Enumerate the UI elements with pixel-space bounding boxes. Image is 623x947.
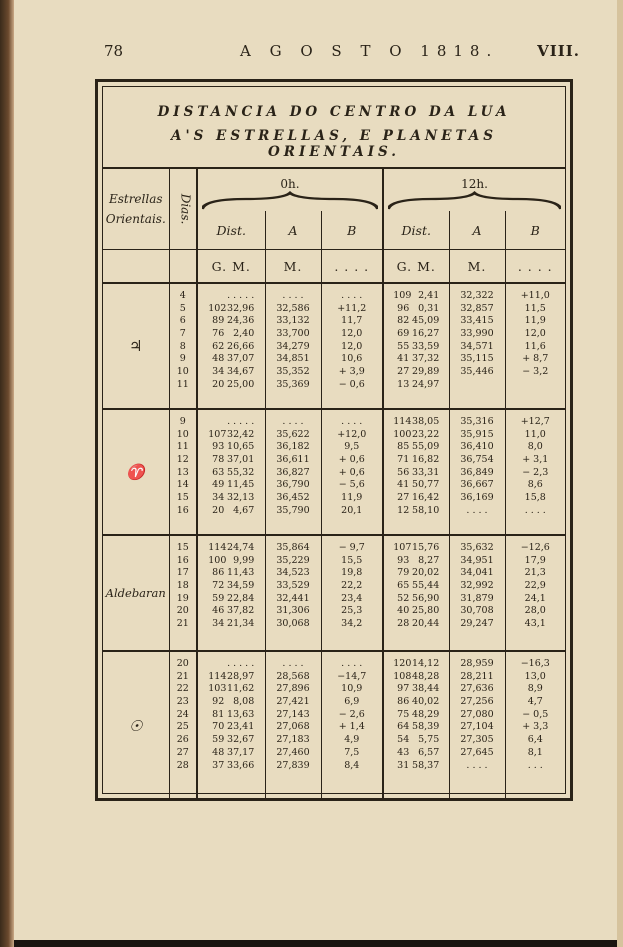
star-name: Aldebaran — [103, 535, 169, 651]
table-value: . . . . — [466, 759, 488, 771]
table-value: 4,7 — [527, 696, 543, 708]
table-value: 11,6 — [524, 340, 546, 352]
table-value: + 3,1 — [522, 454, 549, 466]
distance-value: 70 23,41 — [212, 721, 255, 733]
distance-value: 109 2,41 — [393, 290, 440, 301]
distance-value: 43 6,57 — [397, 746, 440, 758]
table-value: 34,041 — [460, 567, 494, 579]
table-value: 28,0 — [524, 605, 546, 617]
table-value: 32,586 — [276, 302, 310, 314]
a-12h-column — [449, 283, 505, 409]
table-value: −14,7 — [337, 670, 367, 682]
day-value: 9 — [179, 353, 186, 365]
distance-value: 10715,76 — [393, 542, 440, 553]
table-value: 31,306 — [276, 605, 310, 617]
distance-value: 78 37,01 — [212, 454, 255, 466]
b-0h-column — [321, 283, 383, 409]
distance-value: 97 38,44 — [397, 683, 440, 695]
unit-dots-0h: . . . . — [321, 250, 383, 284]
table-value: +12,7 — [520, 416, 550, 427]
table-inner-border — [102, 86, 566, 794]
table-title-line2: A'S ESTRELLAS, E PLANETAS ORIENTAIS. — [170, 128, 498, 160]
day-value: 25 — [176, 721, 189, 733]
table-value: 28,959 — [460, 658, 494, 669]
day-value: 6 — [179, 315, 186, 327]
table-value: 36,790 — [276, 479, 310, 491]
table-value: 10,9 — [341, 683, 363, 695]
table-value: 36,754 — [460, 454, 494, 466]
distance-value: 100 9,99 — [208, 554, 255, 566]
distance-value: 41 37,32 — [397, 353, 440, 365]
col-a-0h: A — [265, 211, 321, 250]
unit-m-12h: M. — [449, 250, 505, 284]
distance-value: 28 20,44 — [397, 618, 440, 630]
table-value: − 2,3 — [522, 466, 549, 478]
distance-value: 37 33,66 — [212, 759, 255, 771]
distance-value: 63 55,32 — [212, 466, 255, 478]
distance-value: 46 37,82 — [212, 605, 255, 617]
distance-value: 86 11,43 — [212, 567, 255, 579]
distance-value: 13 24,97 — [397, 378, 440, 390]
table-value: +12,0 — [337, 428, 367, 440]
distance-value: 75 48,29 — [397, 708, 440, 720]
day-value: 15 — [176, 492, 189, 504]
star-group-row — [103, 409, 565, 535]
table-value: + 3,3 — [522, 721, 549, 733]
table-value: 27,421 — [276, 696, 310, 708]
table-value: 27,839 — [276, 759, 310, 771]
table-value: 19,8 — [341, 567, 363, 579]
distance-value: 54 5,75 — [397, 734, 440, 746]
table-value: 22,2 — [341, 580, 363, 592]
table-value: 27,645 — [460, 746, 494, 758]
table-value: 11,7 — [341, 315, 363, 327]
a-12h-column — [449, 535, 505, 651]
table-value: 9,5 — [344, 441, 360, 453]
b-12h-column — [505, 409, 565, 535]
distance-value: . . . . . — [227, 290, 255, 301]
unit-dots-12h: . . . . — [505, 250, 565, 284]
table-value: 27,305 — [460, 734, 494, 746]
section-number: VIII. — [537, 42, 580, 60]
table-value: . . . — [527, 759, 543, 771]
dist-12h-column — [383, 535, 449, 651]
day-value: 11 — [176, 441, 189, 453]
table-value: 21,3 — [524, 567, 546, 579]
table-value: + 8,7 — [522, 353, 549, 365]
day-value: 27 — [176, 746, 189, 758]
table-value: 35,632 — [460, 542, 494, 553]
day-value: 8 — [179, 340, 186, 352]
dist-0h-column — [197, 283, 265, 409]
day-column — [169, 535, 197, 651]
table-value: 27,143 — [276, 708, 310, 720]
unit-gm-0h: G. M. — [197, 250, 265, 284]
table-value: 17,9 — [524, 554, 546, 566]
table-value — [450, 379, 505, 392]
running-header — [90, 42, 580, 66]
distance-value: 12014,12 — [393, 658, 440, 669]
distance-value: 20 4,67 — [212, 504, 255, 516]
table-value: 8,1 — [527, 746, 543, 758]
unit-m-0h: M. — [265, 250, 321, 284]
day-value: 26 — [176, 734, 189, 746]
star-group-row — [103, 651, 565, 799]
table-value: − 0,5 — [522, 708, 549, 720]
a-12h-column — [449, 651, 505, 799]
table-value: 36,410 — [460, 441, 494, 453]
table-value: 27,636 — [460, 683, 494, 695]
day-column — [169, 409, 197, 535]
day-value: 18 — [176, 580, 189, 592]
day-value: 4 — [179, 290, 186, 301]
distance-value: 64 58,39 — [397, 721, 440, 733]
day-value: 19 — [176, 592, 189, 604]
distance-value: 96 0,31 — [397, 302, 440, 314]
table-value: − 0,6 — [338, 378, 365, 390]
table-value: 33,990 — [460, 328, 494, 340]
distance-value: 34 34,67 — [212, 366, 255, 378]
column-header-days: Dias. — [169, 168, 197, 250]
column-header-0h: 0h. — [197, 168, 383, 191]
star-name: ☉ — [103, 651, 169, 799]
distance-value: 31 58,37 — [397, 759, 440, 771]
table-value: 13,0 — [524, 670, 546, 682]
dist-12h-column — [383, 283, 449, 409]
table-value: . . . . — [524, 504, 546, 516]
table-value: −16,3 — [520, 658, 550, 669]
dist-0h-column — [197, 409, 265, 535]
day-value: 24 — [176, 708, 189, 720]
brace-0h — [197, 191, 383, 211]
table-value: 7,5 — [344, 746, 360, 758]
page-number: 78 — [104, 42, 124, 60]
a-12h-column — [449, 409, 505, 535]
col-b-0h: B — [321, 211, 383, 250]
table-value: . . . . — [282, 290, 304, 301]
table-value: . . . . — [341, 290, 363, 301]
table-value: 6,4 — [527, 734, 543, 746]
distance-value: 12 58,10 — [397, 504, 440, 516]
star-name: ♃ — [103, 283, 169, 409]
table-value: 27,080 — [460, 708, 494, 720]
table-value: 36,182 — [276, 441, 310, 453]
table-value: 33,529 — [276, 580, 310, 592]
col-a-12h: A — [449, 211, 505, 250]
a-0h-column — [265, 283, 321, 409]
distance-value: 49 11,45 — [212, 479, 255, 491]
table-value: −12,6 — [520, 542, 550, 553]
table-value: 27,256 — [460, 696, 494, 708]
table-value: 8,9 — [527, 683, 543, 695]
day-value: 10 — [176, 366, 189, 378]
table-value: . . . . — [341, 658, 363, 669]
table-value: 35,352 — [276, 366, 310, 378]
b-12h-column — [505, 283, 565, 409]
star-group-row — [103, 283, 565, 409]
table-value: 8,4 — [344, 759, 360, 771]
table-value: 34,523 — [276, 567, 310, 579]
table-value: 22,9 — [524, 580, 546, 592]
dist-0h-column — [197, 651, 265, 799]
table-value: 10,6 — [341, 353, 363, 365]
distance-value: 85 55,09 — [397, 441, 440, 453]
distance-value: 92 8,08 — [212, 696, 255, 708]
col-b-12h: B — [505, 211, 565, 250]
brace-12h — [383, 191, 565, 211]
table-value: 15,8 — [524, 492, 546, 504]
day-value: 22 — [176, 683, 189, 695]
table-value: 27,068 — [276, 721, 310, 733]
day-value: 15 — [176, 542, 189, 553]
table-value: 27,896 — [276, 683, 310, 695]
b-0h-column — [321, 409, 383, 535]
distance-value: 62 26,66 — [212, 340, 255, 352]
star-group-row — [103, 535, 565, 651]
table-value: 11,9 — [341, 492, 363, 504]
dist-12h-column — [383, 651, 449, 799]
table-value: 34,2 — [341, 618, 363, 630]
distance-value: 93 8,27 — [397, 554, 440, 566]
table-title-line1: DISTANCIA DO CENTRO DA LUA — [157, 104, 511, 120]
table-value: 36,611 — [276, 454, 310, 466]
table-value: 4,9 — [344, 734, 360, 746]
table-value: + 0,6 — [338, 454, 365, 466]
table-value: 28,568 — [276, 670, 310, 682]
day-value: 20 — [176, 605, 189, 617]
distance-value: 71 16,82 — [397, 454, 440, 466]
table-value: 12,0 — [341, 328, 363, 340]
distance-value: 79 20,02 — [397, 567, 440, 579]
table-value: +11,2 — [337, 302, 367, 314]
table-value: 30,068 — [276, 618, 310, 630]
day-value: 28 — [176, 759, 189, 771]
day-value: 16 — [176, 554, 189, 566]
col-dist-12h: Dist. — [383, 211, 449, 250]
running-title: A G O S T O 1818. — [240, 42, 499, 60]
dist-12h-column — [383, 409, 449, 535]
distance-value: . . . . . — [227, 658, 255, 669]
table-value: 8,0 — [527, 441, 543, 453]
table-value: 11,5 — [524, 302, 546, 314]
distance-value: 82 45,09 — [397, 315, 440, 327]
table-value: 35,622 — [276, 428, 310, 440]
table-value: 29,247 — [460, 618, 494, 630]
table-value: . . . . — [341, 416, 363, 427]
day-value: 10 — [176, 428, 189, 440]
distance-value: 10023,22 — [393, 428, 440, 440]
column-header-stars: Estrellas Orientais. — [103, 168, 169, 250]
distance-value: 27 29,89 — [397, 366, 440, 378]
table-value: 32,992 — [460, 580, 494, 592]
distance-value: 34 32,13 — [212, 492, 255, 504]
ephemeris-table — [103, 167, 565, 799]
table-value: + 3,9 — [338, 366, 365, 378]
day-value: 13 — [176, 466, 189, 478]
table-value: + 0,6 — [338, 466, 365, 478]
day-column — [169, 283, 197, 409]
table-value: 12,0 — [524, 328, 546, 340]
a-0h-column — [265, 651, 321, 799]
distance-value: 69 16,27 — [397, 328, 440, 340]
table-value: 33,415 — [460, 315, 494, 327]
table-value: − 2,6 — [338, 708, 365, 720]
distance-value: 34 21,34 — [212, 618, 255, 630]
table-value: 36,169 — [460, 492, 494, 504]
day-value: 16 — [176, 504, 189, 516]
table-value: 35,864 — [276, 542, 310, 553]
table-value: 34,571 — [460, 340, 494, 352]
table-value: 35,316 — [460, 416, 494, 427]
distance-value: 10848,28 — [393, 670, 440, 682]
table-value: 20,1 — [341, 504, 363, 516]
distance-value: 86 40,02 — [397, 696, 440, 708]
column-header-12h: 12h. — [383, 168, 565, 191]
table-value: 35,915 — [460, 428, 494, 440]
table-value: 27,104 — [460, 721, 494, 733]
day-value: 23 — [176, 696, 189, 708]
book-spine — [0, 0, 14, 947]
table-value: − 9,7 — [338, 542, 365, 553]
day-value: 21 — [176, 670, 189, 682]
table-value: 35,369 — [276, 378, 310, 390]
table-value: 11,9 — [524, 315, 546, 327]
distance-value: 48 37,07 — [212, 353, 255, 365]
day-value: 14 — [176, 479, 189, 491]
table-value: 36,452 — [276, 492, 310, 504]
table-value: 35,229 — [276, 554, 310, 566]
distance-value: 41 50,77 — [397, 479, 440, 491]
distance-value: 11428,97 — [208, 670, 255, 682]
table-value: 6,9 — [344, 696, 360, 708]
distance-value: 89 24,36 — [212, 315, 255, 327]
distance-value: 93 10,65 — [212, 441, 255, 453]
day-value: 20 — [176, 658, 189, 669]
distance-value: 65 55,44 — [397, 580, 440, 592]
distance-value: 55 33,59 — [397, 340, 440, 352]
distance-value: 10232,96 — [208, 302, 255, 314]
b-12h-column — [505, 651, 565, 799]
distance-value: 10732,42 — [208, 428, 255, 440]
table-value — [506, 379, 566, 392]
table-value: 25,3 — [341, 605, 363, 617]
distance-value: 59 22,84 — [212, 592, 255, 604]
table-value: 32,441 — [276, 592, 310, 604]
table-value: 36,827 — [276, 466, 310, 478]
distance-value: 56 33,31 — [397, 466, 440, 478]
table-value: 34,851 — [276, 353, 310, 365]
table-value: 12,0 — [341, 340, 363, 352]
table-value: 30,708 — [460, 605, 494, 617]
table-value: 27,460 — [276, 746, 310, 758]
table-value: 34,951 — [460, 554, 494, 566]
table-value: 27,183 — [276, 734, 310, 746]
distance-value: 52 56,90 — [397, 592, 440, 604]
table-value: 15,5 — [341, 554, 363, 566]
distance-value: 10311,62 — [208, 683, 255, 695]
day-value: 11 — [176, 378, 189, 390]
a-0h-column — [265, 535, 321, 651]
table-value: 32,857 — [460, 302, 494, 314]
day-value: 12 — [176, 454, 189, 466]
table-value: − 5,6 — [338, 479, 365, 491]
table-value: 32,322 — [460, 290, 494, 301]
distance-value: 11424,74 — [208, 542, 255, 553]
table-value: 36,667 — [460, 479, 494, 491]
table-value: 36,849 — [460, 466, 494, 478]
day-value: 9 — [179, 416, 186, 427]
star-name: ♈ — [103, 409, 169, 535]
distance-value: 20 25,00 — [212, 378, 255, 390]
a-0h-column — [265, 409, 321, 535]
table-value: 8,6 — [527, 479, 543, 491]
b-0h-column — [321, 651, 383, 799]
table-value: 35,790 — [276, 504, 310, 516]
table-value: − 3,2 — [522, 366, 549, 378]
table-value: 33,700 — [276, 328, 310, 340]
day-value: 21 — [176, 618, 189, 630]
table-value: + 1,4 — [338, 721, 365, 733]
table-value: . . . . — [282, 416, 304, 427]
table-value: 11,0 — [524, 428, 546, 440]
distance-value: . . . . . — [227, 416, 255, 427]
day-value: 17 — [176, 567, 189, 579]
b-0h-column — [321, 535, 383, 651]
table-value: 31,879 — [460, 592, 494, 604]
page-edge — [617, 0, 623, 947]
distance-value: 72 34,59 — [212, 580, 255, 592]
dist-0h-column — [197, 535, 265, 651]
table-value: 33,132 — [276, 315, 310, 327]
table-value: 35,446 — [460, 366, 494, 378]
distance-value: 40 25,80 — [397, 605, 440, 617]
day-value: 7 — [179, 328, 186, 340]
distance-value: 48 37,17 — [212, 746, 255, 758]
table-value: 35,115 — [460, 353, 494, 365]
table-value: . . . . — [466, 504, 488, 516]
day-value: 5 — [179, 302, 186, 314]
unit-gm-12h: G. M. — [383, 250, 449, 284]
b-12h-column — [505, 535, 565, 651]
table-frame — [95, 79, 573, 801]
table-value: 23,4 — [341, 592, 363, 604]
table-value: 24,1 — [524, 592, 546, 604]
table-value: 34,279 — [276, 340, 310, 352]
day-column — [169, 651, 197, 799]
table-value: 28,211 — [460, 670, 494, 682]
distance-value: 76 2,40 — [212, 328, 255, 340]
distance-value: 27 16,42 — [397, 492, 440, 504]
table-value: +11,0 — [520, 290, 550, 301]
distance-value: 59 32,67 — [212, 734, 255, 746]
table-value: . . . . — [282, 658, 304, 669]
col-dist-0h: Dist. — [197, 211, 265, 250]
table-value: 43,1 — [524, 618, 546, 630]
distance-value: 81 13,63 — [212, 708, 255, 720]
distance-value: 11438,05 — [393, 416, 440, 427]
